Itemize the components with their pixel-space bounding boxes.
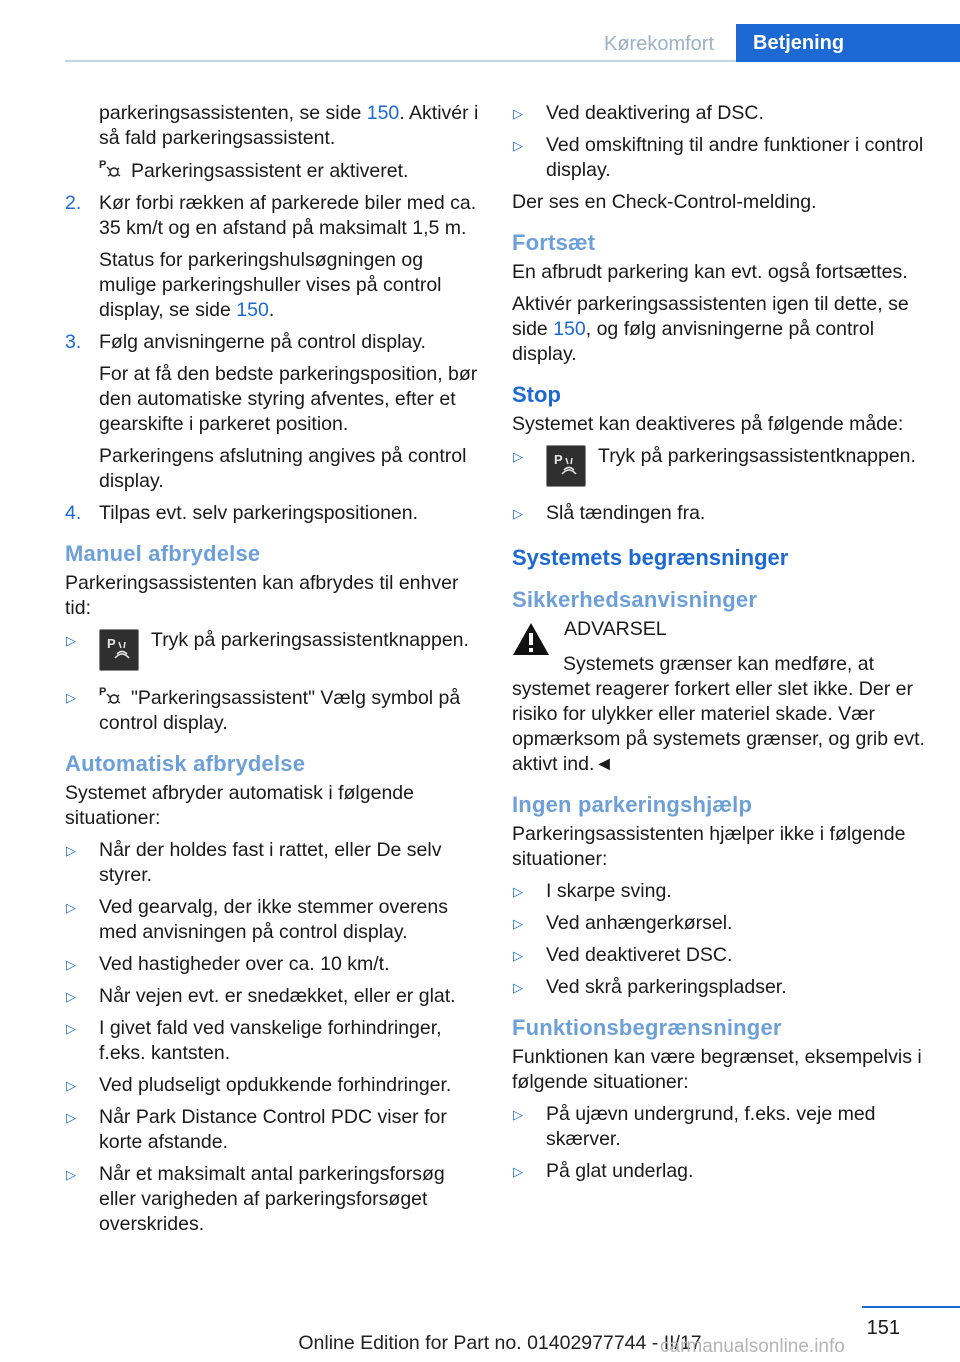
list-item-text: Ved gearvalg, der ikke stemmer overens med anvisningen på control display. bbox=[99, 896, 449, 943]
triangle-right-icon: ▷ bbox=[66, 1021, 76, 1036]
left-column bbox=[65, 101, 480, 1244]
step-3 bbox=[65, 330, 480, 494]
intro-text: parkeringsassistenten, se side bbox=[99, 102, 367, 124]
page-link-150[interactable]: 150 bbox=[236, 299, 269, 321]
step-status-text bbox=[99, 248, 480, 323]
svg-text:P: P bbox=[554, 452, 563, 467]
triangle-right-icon: ▷ bbox=[66, 957, 76, 972]
list-item-text: Når et maksimalt antal parkeringsforsøg eller varigheden af parkeringsforsøget overskrides. bbox=[99, 1163, 445, 1235]
func-list bbox=[512, 1102, 927, 1184]
fortsaet-pre: Aktivér parkeringsassistenten igen til dette, se side bbox=[512, 293, 909, 340]
list-item bbox=[65, 952, 480, 977]
list-item-text: Ved omskiftning til andre funktioner i control display. bbox=[546, 134, 924, 181]
top-list bbox=[512, 101, 927, 183]
list-item bbox=[65, 1162, 480, 1237]
step-text: Parkeringens afslutning angives på control display. bbox=[99, 445, 467, 492]
list-item-text: Når der holdes fast i rattet, eller De selv styrer. bbox=[99, 839, 442, 886]
icon-note-text: Parkeringsassistent er aktiveret. bbox=[131, 160, 409, 182]
svg-text:P: P bbox=[99, 159, 107, 171]
heading-stop: Stop bbox=[512, 382, 561, 407]
func-text: Funktionen kan være begrænset, eksempelvis i følgende situationer: bbox=[512, 1046, 922, 1093]
triangle-right-icon: ▷ bbox=[66, 900, 76, 915]
fortsaet-text: En afbrudt parkering kan evt. også fortsættes. bbox=[512, 261, 908, 283]
list-item bbox=[512, 101, 927, 126]
list-item bbox=[512, 444, 927, 487]
heading-manuel-afbrydelse: Manuel afbrydelse bbox=[65, 541, 261, 566]
triangle-right-icon: ▷ bbox=[513, 138, 523, 153]
list-item bbox=[65, 1073, 480, 1098]
parking-assistant-button-icon[interactable] bbox=[546, 445, 586, 487]
heading-funktionsbegraensninger: Funktionsbegrænsninger bbox=[512, 1015, 782, 1040]
triangle-right-icon: ▷ bbox=[513, 506, 523, 521]
step-text: Følg anvisningerne på control display. bbox=[99, 331, 426, 353]
list-item bbox=[65, 685, 480, 736]
heading-systemets-begraensninger: Systemets begrænsninger bbox=[512, 545, 789, 570]
list-item-text: Tryk på parkeringsassistentknappen. bbox=[598, 445, 916, 467]
list-item bbox=[65, 838, 480, 888]
fortsaet-post: , og følg anvisningerne på control display. bbox=[512, 318, 875, 365]
stop-text: Systemet kan deaktiveres på følgende måde: bbox=[512, 413, 904, 435]
page-number: 151 bbox=[866, 1317, 900, 1339]
step-2 bbox=[65, 191, 480, 323]
triangle-right-icon: ▷ bbox=[513, 916, 523, 931]
triangle-right-icon: ▷ bbox=[66, 989, 76, 1004]
nohelp-text: Parkeringsassistenten hjælper ikke i følgende situationer: bbox=[512, 823, 906, 870]
header-tab-betjening[interactable]: Betjening bbox=[736, 24, 960, 62]
auto-list bbox=[65, 838, 480, 1237]
icon-note bbox=[65, 158, 480, 184]
footer-rule bbox=[862, 1306, 960, 1308]
warning-text: Systemets grænser kan medføre, at systemet reagerer forkert eller slet ikke. Der er risiko for ulykker eller materiel skade. Vær opmærksom på systemets grænser, og grib evt. aktivt ind.◄ bbox=[512, 653, 925, 775]
svg-text:P: P bbox=[107, 636, 116, 651]
page-link-150[interactable]: 150 bbox=[366, 102, 400, 124]
intro-after-text: . Aktivér i så fald parkeringsassistent. bbox=[99, 102, 479, 149]
list-item-text: Ved deaktiveret DSC. bbox=[546, 944, 733, 966]
heading-ingen-parkeringshjaelp: Ingen parkeringshjælp bbox=[512, 792, 753, 817]
triangle-right-icon: ▷ bbox=[66, 843, 76, 858]
step-number: 2. bbox=[65, 192, 82, 214]
list-item-text: Tryk på parkeringsassistentknappen. bbox=[151, 629, 469, 651]
footer-edition: Online Edition for Part no. 01402977744 - II/17 bbox=[298, 1332, 702, 1354]
list-item bbox=[65, 1105, 480, 1155]
step-number: 4. bbox=[65, 502, 82, 524]
triangle-right-icon: ▷ bbox=[513, 106, 523, 121]
list-item bbox=[65, 895, 480, 945]
list-item-text: Når vejen evt. er snedækket, eller er glat. bbox=[99, 985, 456, 1007]
list-item bbox=[512, 1159, 927, 1184]
heading-fortsaet: Fortsæt bbox=[512, 230, 596, 255]
warning-title: ADVARSEL bbox=[564, 618, 667, 640]
triangle-right-icon: ▷ bbox=[513, 980, 523, 995]
list-item-text: Slå tændingen fra. bbox=[546, 502, 706, 524]
manuel-text: Parkeringsassistenten kan afbrydes til enhver tid: bbox=[65, 572, 459, 619]
heading-sikkerhedsanvisninger: Sikkerhedsanvisninger bbox=[512, 587, 758, 612]
fortsaet-text-2 bbox=[512, 292, 927, 367]
page-link-150[interactable]: 150 bbox=[553, 318, 586, 340]
list-item-text: "Parkeringsassistent" Vælg symbol på control display. bbox=[99, 687, 461, 734]
header-rule bbox=[65, 60, 736, 62]
list-item bbox=[512, 943, 927, 968]
warning-triangle-icon bbox=[512, 621, 550, 657]
header-tab-korekomfort[interactable]: Kørekomfort bbox=[603, 33, 715, 55]
triangle-right-icon: ▷ bbox=[66, 1110, 76, 1125]
intro-paragraph bbox=[65, 101, 480, 151]
triangle-right-icon: ▷ bbox=[513, 948, 523, 963]
heading-automatisk-afbrydelse: Automatisk afbrydelse bbox=[65, 751, 306, 776]
triangle-right-icon: ▷ bbox=[513, 1107, 523, 1122]
triangle-right-icon: ▷ bbox=[66, 1167, 76, 1182]
list-item-text: På glat underlag. bbox=[546, 1160, 694, 1182]
warning-block bbox=[512, 617, 927, 657]
step-text: For at få den bedste parkeringsposition, bør den automatiske styring afventes, efter et gearskifte i parkeret position. bbox=[99, 363, 478, 435]
list-item bbox=[512, 911, 927, 936]
list-item-text: På ujævn undergrund, f.eks. veje med skærver. bbox=[546, 1103, 876, 1150]
step-text: Kør forbi rækken af parkerede biler med ca. 35 km/t og en afstand på maksimalt 1,5 m. bbox=[99, 192, 477, 239]
step-4 bbox=[65, 501, 480, 526]
step-text: Tilpas evt. selv parkeringspositionen. bbox=[99, 502, 419, 524]
auto-text: Systemet afbryder automatisk i følgende situationer: bbox=[65, 782, 414, 829]
watermark: carmanualsonline.info bbox=[660, 1336, 845, 1357]
parking-assistant-icon bbox=[99, 158, 123, 180]
list-item-text: I givet fald ved vanskelige forhindringer, f.eks. kantsten. bbox=[99, 1017, 442, 1064]
triangle-right-icon: ▷ bbox=[66, 633, 76, 648]
triangle-right-icon: ▷ bbox=[66, 1078, 76, 1093]
list-item-text: Ved skrå parkeringspladser. bbox=[546, 976, 787, 998]
nohelp-list bbox=[512, 879, 927, 1000]
list-item bbox=[512, 879, 927, 904]
list-item-text: Når Park Distance Control PDC viser for korte afstande. bbox=[99, 1106, 447, 1153]
list-item-text: Ved deaktivering af DSC. bbox=[546, 102, 764, 124]
list-item bbox=[65, 628, 480, 671]
list-item bbox=[512, 975, 927, 1000]
step-number: 3. bbox=[65, 331, 82, 353]
parking-assistant-icon bbox=[99, 685, 123, 707]
list-item-text: Ved pludseligt opdukkende forhindringer. bbox=[99, 1074, 452, 1096]
list-item-text: Ved hastigheder over ca. 10 km/t. bbox=[99, 953, 390, 975]
check-control-text: Der ses en Check-Control-melding. bbox=[512, 191, 817, 213]
svg-text:P: P bbox=[99, 686, 107, 698]
right-column bbox=[512, 101, 927, 1191]
list-item-text: Ved anhængerkørsel. bbox=[546, 912, 733, 934]
status-post: . bbox=[268, 299, 275, 321]
list-item-text: I skarpe sving. bbox=[546, 880, 672, 902]
status-text: Status for parkeringshulsøgningen og mulige parkeringshuller vises på control display, se side bbox=[99, 249, 442, 321]
list-item bbox=[512, 133, 927, 183]
triangle-right-icon: ▷ bbox=[513, 884, 523, 899]
list-item bbox=[65, 984, 480, 1009]
list-item bbox=[512, 1102, 927, 1152]
triangle-right-icon: ▷ bbox=[513, 449, 523, 464]
triangle-right-icon: ▷ bbox=[66, 690, 76, 705]
list-item bbox=[65, 1016, 480, 1066]
parking-assistant-button-icon[interactable] bbox=[99, 629, 139, 671]
triangle-right-icon: ▷ bbox=[513, 1164, 523, 1179]
list-item bbox=[512, 501, 927, 526]
